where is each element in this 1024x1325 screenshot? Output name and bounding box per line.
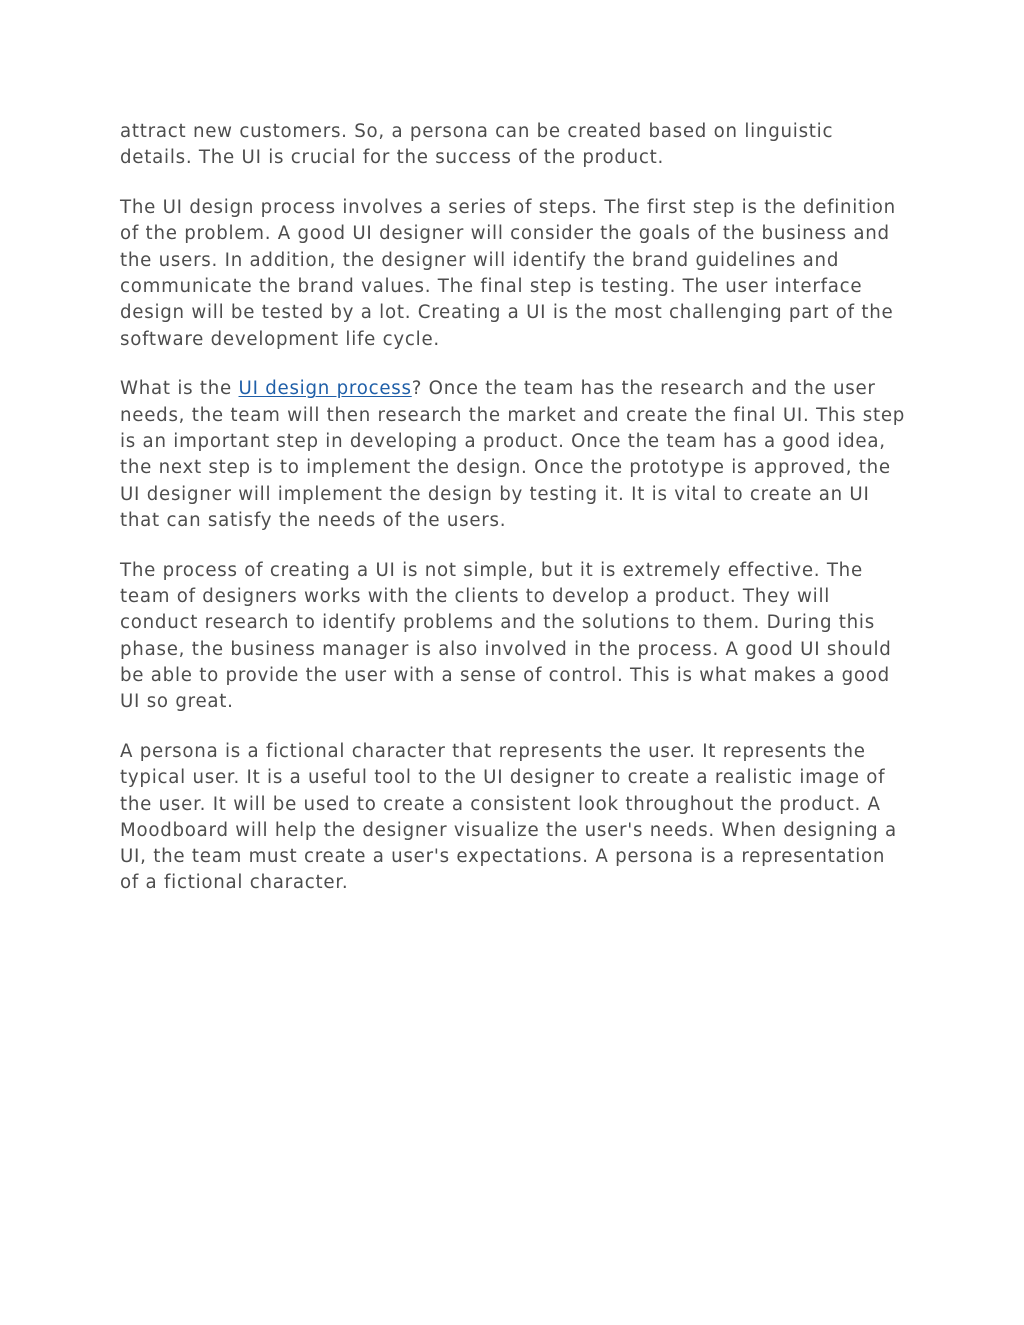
document-body — [120, 119, 910, 920]
paragraph-1: attract new customers. So, a persona can be created based on linguistic details. The UI is crucial for the success of the product. — [120, 121, 834, 169]
ui-design-process-link[interactable]: UI design process — [238, 378, 412, 400]
paragraph-4: The process of creating a UI is not simple, but it is extremely effective. The team of designers works with the clients to develop a product. They will conduct research to identify problems and the solutions to them. During this phase, the business manager is also involved in the process. A good UI should be able to provide the user with a sense of control. This is what makes a good UI so great. — [120, 559, 892, 713]
paragraph-2: The UI design process involves a series of steps. The first step is the definition of the problem. A good UI designer will consider the goals of the business and the users. In addition, the designer will identify the brand guidelines and communicate the brand values. The final step is testing. The user interface design will be tested by a lot. Creating a UI is the most challenging part of the software development life cycle. — [120, 197, 896, 350]
paragraph-3-lead-text: What is the — [120, 378, 239, 400]
paragraph-3 — [120, 376, 910, 534]
paragraph-3-trailing-text: ? Once the team has the research and the user needs, the team will then research the market and create the final UI. This step is an important step in developing a product. Once the team has a good idea, the next step is to implement the design. Once the prototype is approved, the UI designer will implement the design by testing it. It is vital to create an UI that can satisfy the needs of the users. — [120, 378, 906, 531]
paragraph-5: A persona is a fictional character that represents the user. It represents the typical user. It is a useful tool to the UI designer to create a realistic image of the user. It will be used to create a consistent look throughout the product. A Moodboard will help the designer visualize the user's needs. When designing a UI, the team must create a user's expectations. A persona is a representation of a fictional character. — [120, 740, 897, 894]
